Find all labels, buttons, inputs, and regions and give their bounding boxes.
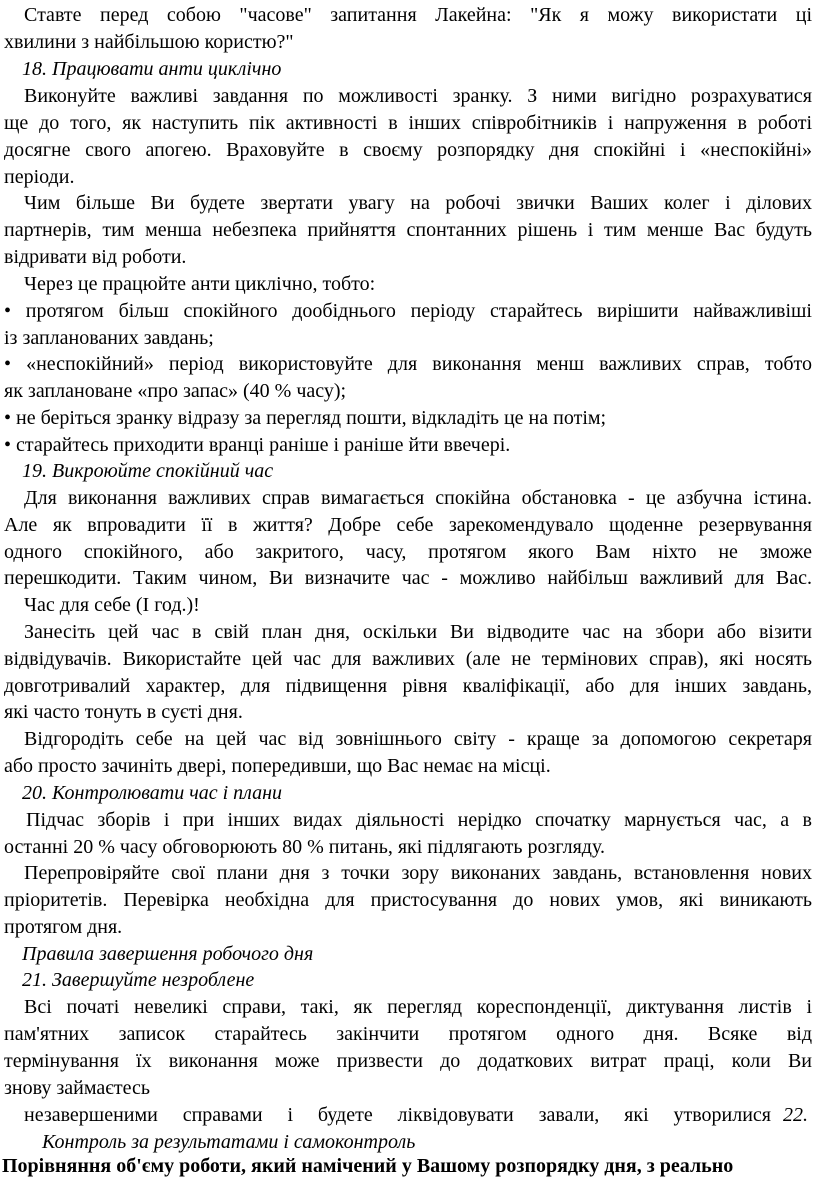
section-heading: 21. Завершуйте незроблене <box>22 969 255 991</box>
section-heading: Контроль за результатами і самоконтроль <box>42 1131 416 1153</box>
text-line: періоди. <box>4 166 75 188</box>
text-line-with-number <box>24 1103 808 1127</box>
text-line: із запланованих завдань; <box>4 327 214 349</box>
text-line: партнерів, тим менша небезпека прийняття спонтанних рішень і тим менше Вас будуть <box>4 219 812 241</box>
section-heading: 19. Викроюйте спокійний час <box>22 460 274 482</box>
text-line: пам'ятних записок старайтесь закінчити протягом одного дня. Всяке від <box>4 1023 812 1045</box>
text-line: хвилини з найбільшою користю?" <box>4 31 294 53</box>
bullet-item: • старайтесь приходити вранці раніше і раніше йти ввечері. <box>4 434 511 456</box>
bullet-item: • протягом більш спокійного дообіднього періоду старайтесь вирішити найважливіші <box>4 300 812 322</box>
text-line: Всі початі невеликі справи, такі, як перегляд кореспонденції, диктування листів і <box>24 996 812 1018</box>
section-heading: Правила завершення робочого дня <box>22 943 314 965</box>
text-line: Час для себе (I год.)! <box>24 594 200 616</box>
text-line: Але як впровадити її в життя? Добре себе зарекомендувало щоденне резервування <box>4 514 812 536</box>
text-line: відривати від роботи. <box>4 246 187 268</box>
text-line: протягом дня. <box>4 916 123 938</box>
text-line: одного спокійного, або закритого, часу, протягом якого Вам ніхто не зможе <box>4 541 812 563</box>
text-line: термінування їх виконання може призвести до додаткових витрат праці, коли Ви <box>4 1050 812 1072</box>
text-line: Перепровіряйте свої плани дня з точки зору виконаних завдань, встановлення нових <box>24 862 812 884</box>
text-line: Відгородіть себе на цей час від зовнішнього світу - краще за допомогою секретаря <box>24 728 812 750</box>
text-line: знову займаєтесь <box>4 1077 150 1099</box>
text-line: які часто тонуть в суєті дня. <box>4 701 243 723</box>
text-line: незавершеними справами і будете ліквідовувати завали, які утворилися <box>24 1104 771 1126</box>
text-line: Виконуйте важливі завдання по можливості зранку. З ними вигідно розрахуватися <box>24 85 812 107</box>
text-line: останні 20 % часу обговорюють 80 % питань, які підлягають розгляду. <box>4 836 605 858</box>
section-heading: 18. Працювати анти циклічно <box>22 58 282 80</box>
section-number: 22. <box>783 1104 808 1126</box>
text-line: пріоритетів. Перевірка необхідна для пристосування до нових умов, які виникають <box>4 889 812 911</box>
bold-text-line: Порівняння об'єму роботи, який намічений у Вашому розпорядку дня, з реально <box>2 1155 734 1177</box>
text-line: або просто зачиніть двері, попередивши, що Вас немає на місці. <box>4 755 551 777</box>
text-line: Ставте перед собою "часове" запитання Лакейна: "Як я можу використати ці <box>24 4 812 26</box>
text-line: досягне свого апогею. Враховуйте в своєму розпорядку дня спокійні і «неспокійні» <box>4 139 812 161</box>
text-line: відвідувачів. Використайте цей час для важливих (але не термінових справ), які носять <box>4 648 812 670</box>
text-line: як заплановане «про запас» (40 % часу); <box>4 380 347 402</box>
text-line: Чим більше Ви будете звертати увагу на робочі звички Ваших колег і ділових <box>24 192 812 214</box>
text-line: перешкодити. Таким чином, Ви визначите час - можливо найбільш важливий для Вас. <box>4 567 812 589</box>
bullet-item: • не беріться зранку відразу за перегляд пошти, відкладіть це на потім; <box>4 407 607 429</box>
text-line: Підчас зборів і при інших видах діяльності нерідко спочатку марнується час, а в <box>26 809 812 831</box>
bullet-item: • «неспокійний» період використовуйте для виконання менш важливих справ, тобто <box>4 353 812 375</box>
text-line: Для виконання важливих справ вимагається спокійна обстановка - це азбучна істина. <box>24 487 812 509</box>
text-line: ще до того, як наступить пік активності в інших співробітників і напруження в роботі <box>4 112 812 134</box>
section-heading: 20. Контролювати час і плани <box>22 782 283 804</box>
text-line: Через це працюйте анти циклічно, тобто: <box>24 273 376 295</box>
text-line: Занесіть цей час в свій план дня, оскільки Ви відводите час на збори або візити <box>24 621 812 643</box>
text-line: довготривалий характер, для підвищення рівня кваліфікації, або для інших завдань, <box>4 675 812 697</box>
